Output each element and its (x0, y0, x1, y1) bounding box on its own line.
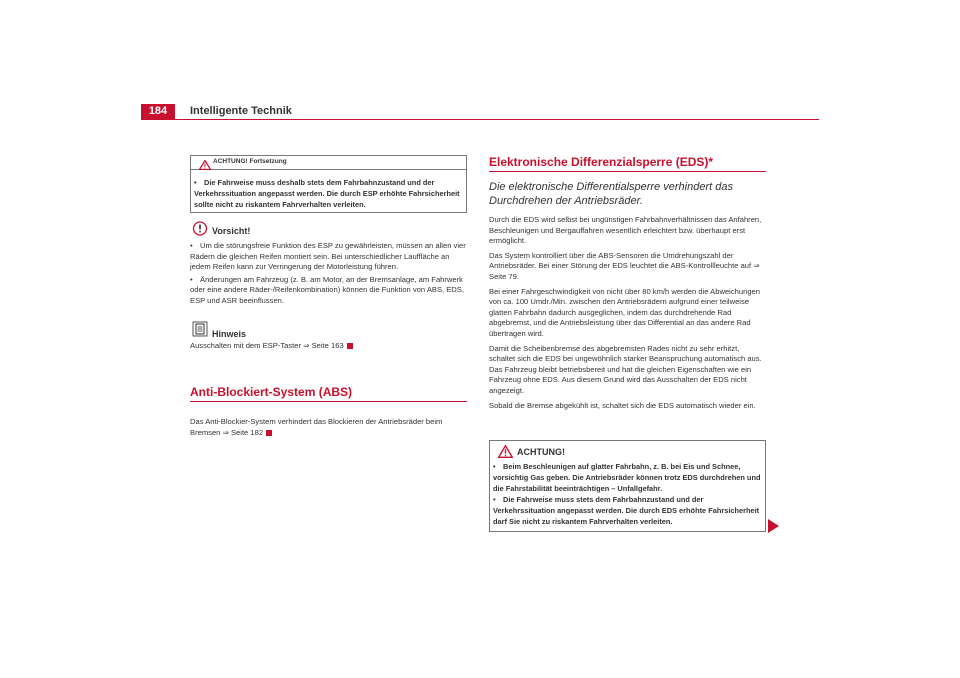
abs-text[interactable]: Das Anti-Blockier-System verhindert das Blockieren der Antriebsräder beim Bremsen ⇒ Seite 182 (190, 417, 443, 437)
eds-warning-title: ACHTUNG! (517, 447, 565, 457)
note-icon (192, 321, 208, 342)
page-header-title: Intelligente Technik (190, 105, 292, 117)
bullet-icon: • (493, 462, 496, 471)
eds-warning-box (489, 440, 766, 532)
eds-paragraph-3: Bei einer Fahrgeschwindigkeit von nicht über 80 km/h werden die Abweichungen von ca. 100 Umdr./Min. zwischen den Antriebsrädern aufgrund einer teilweise glatten Fahrbahn dadurch ausgeglichen, indem das durchdrehende Rad abgebremst, und die Antriebsleistung über das Differential an das andere Rad übertragen wird. (489, 286, 761, 338)
page-number: 184 (141, 104, 175, 119)
warning-triangle-icon (199, 157, 211, 175)
section-end-marker (266, 430, 272, 436)
eds-paragraph-4: Damit die Scheibenbremse des abgebremsten Rades nicht zu sehr erhitzt, schaltet sich die EDS bei ungewöhnlich starker Beanspruchung automatisch aus. Das Fahrzeug bleibt betriebsbereit und hat die gleichen Eigenschaften wie ein Fahrzeug ohne EDS. Aus diesem Grund wird das Ausschalten der EDS nicht angezeigt. (489, 343, 762, 395)
bullet-icon: • (190, 274, 193, 284)
eds-subtitle: Die elektronische Differentialsperre verhindert das Durchdrehen der Antriebsräder. (489, 181, 733, 207)
abs-heading-rule (190, 401, 467, 402)
bullet-icon: • (190, 241, 193, 250)
note-section (190, 321, 467, 352)
eds-paragraph-5: Sobald die Bremse abgekühlt ist, schaltet sich die EDS automatisch wieder ein. (489, 400, 756, 410)
abs-heading: Anti-Blockiert-System (ABS) (190, 385, 353, 399)
warning-continued-box (190, 155, 467, 213)
caution-section (190, 221, 467, 307)
eds-warning-item-1: Beim Beschleunigen auf glatter Fahrbahn, z. B. bei Eis und Schnee, vorsichtig Gas geben. Die Antriebsräder können trotz EDS durchdrehen und die Fahrstabilität beeinträchtigen – Unfallgefahr. (493, 462, 761, 493)
note-text[interactable]: Ausschalten mit dem ESP-Taster ⇒ Seite 163 (190, 341, 344, 350)
warning-continued-title: ACHTUNG! Fortsetzung (213, 158, 287, 165)
header-divider (141, 119, 819, 120)
bullet-icon: • (194, 178, 197, 187)
eds-heading-rule (489, 171, 766, 172)
eds-warning-item-2: Die Fahrweise muss stets dem Fahrbahnzustand und der Verkehrssituation angepasst werden. Die durch EDS erhöhte Fahrsicherheit darf Sie nicht zu riskantem Fahrverhalten verleiten. (493, 495, 760, 526)
eds-paragraph-1: Durch die EDS wird selbst bei ungünstigen Fahrbahnverhältnissen das Anfahren, Beschleunigen und Bergauffahren wesentlich erleichtert bzw. überhaupt erst ermöglicht. (489, 215, 762, 246)
warning-triangle-icon (498, 445, 513, 463)
abs-section (190, 385, 467, 438)
eds-heading: Elektronische Differenzialsperre (EDS)* (489, 155, 714, 169)
eds-section (489, 155, 766, 411)
note-title: Hinweis (212, 329, 247, 339)
caution-item-1: Um die störungsfreie Funktion des ESP zu gewährleisten, müssen an allen vier Rädern die gleichen Reifen montiert sein. Bei unterschiedlicher Lauffläche an jedem Reifen kann zur Verringerung der Motorleistung führen. (190, 241, 466, 272)
bullet-icon: • (493, 495, 496, 505)
caution-icon (192, 221, 208, 241)
section-end-marker (347, 343, 353, 349)
eds-paragraph-2: Das System kontrolliert über die ABS-Sensoren die Umdrehungszahl der Antriebsräder. Bei einer Störung der EDS leuchtet die ABS-Kontrollleuchte auf ⇒ Seite 79. (489, 250, 760, 281)
warning-continued-text: Die Fahrweise muss deshalb stets dem Fahrbahnzustand und der Verkehrssituation angepasst werden. Die durch ESP erhöhte Fahrsicherheit sollte nicht zu riskantem Fahrverhalten verleiten. (194, 178, 460, 209)
continue-arrow-icon[interactable] (768, 519, 779, 533)
caution-item-2: Änderungen am Fahrzeug (z. B. am Motor, an der Bremsanlage, am Fahrwerk oder eine andere Räder-/Reifenkombination) können die Funktion von ABS, EDS, ESP und ASR beeinflussen. (190, 274, 464, 305)
caution-title: Vorsicht! (212, 226, 251, 236)
